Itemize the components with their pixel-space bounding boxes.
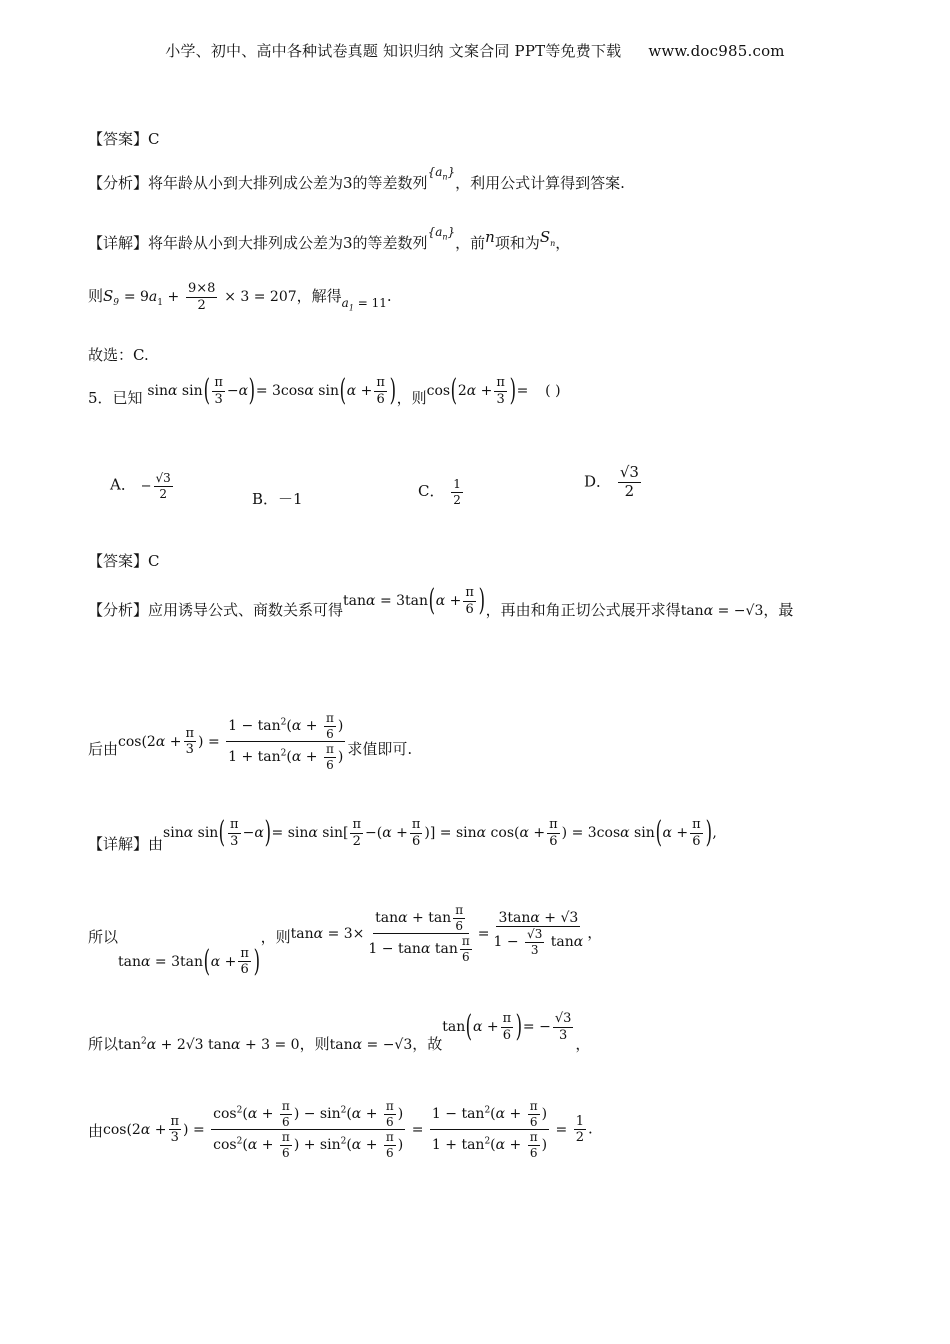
detail-label: 【详解】 [88,234,149,252]
suoyi1-calc: tanα = 3× tanα + tan $\frac{\pi}{6}$ 1 − tanα tan $\frac{\pi}{6}$ = 3tanα + √3 1 − $\frac{√3}{3}$ tanα [290,903,584,964]
detail-2-eq: sinα sin( $\frac{\pi}{3}$ −α)= sinα sin[ $\frac{\pi}{2}$ −(α + $\frac{\pi}{6}$ )] = sinα cos(α + $\frac{\pi}{6}$ ) = 3cosα sin(α + $\frac{\pi}{6}$ ), [163,815,717,851]
sum-eq-left: = $9a_1$ + [123,289,180,308]
var-n: n [485,228,495,246]
sequence-a-n-2: {an} [427,225,456,242]
choose-line-1: 故选：C. [88,346,149,364]
s9: $S_9$ [103,287,120,309]
analysis-text-2: 应用诱导公式、商数关系可得 [148,601,344,620]
detail-label-2: 【详解】 [88,835,149,854]
option-a-value: − $\frac{√3}{2}$ [140,471,171,501]
analysis-line2-prefix: 后由 [88,739,119,758]
detail-text: 将年龄从小到大排列成公差为3的等差数列 [148,234,428,252]
final-end: . [588,1119,593,1138]
option-a[interactable] [110,472,175,500]
analysis-line-2b [88,712,412,771]
option-b-label: B． [252,490,279,508]
cos-formula: cos(2α + $\frac{\pi}{3}$ ) = $1 - \tan^2(\alpha$ + $\frac{\pi}{6}$ ) $1 + \tan^2(\alpha$ + $\frac{\pi}{6}$ ) [118,711,344,772]
answer-value: C [148,130,160,148]
sum-eq-right: × 3 = 207 [224,289,297,306]
suoyi2-result: tan(α + $\frac{\pi}{6}$ )= − $\frac{√3}{3}$ [442,1009,572,1045]
answer-line-2 [88,550,160,571]
analysis-label-2: 【分析】 [88,601,149,620]
final-prefix: 由 [88,1121,104,1140]
suoyi1-end: ， [587,923,603,942]
option-c-label: C． [418,482,445,501]
suoyi-line-2 [88,1009,591,1054]
suoyi2-prefix: 所以 [88,1035,119,1054]
solve-text: ，解得 [296,287,342,306]
a1-eq-11: a1 = 11 [341,296,387,313]
tan-eq-1: tanα = 3tan(α + $\frac{\pi}{6}$ ) [343,583,486,619]
analysis-text: 将年龄从小到大排列成公差为3的等差数列 [148,174,428,192]
analysis-mid-2: ，再由和角正切公式展开求得 [485,601,681,620]
answer-line-1 [88,128,160,149]
answer-label: 【答案】 [88,130,149,148]
suoyi-line-1 [88,903,603,979]
option-c[interactable] [418,478,465,506]
analysis-line-1 [88,165,625,193]
option-b-value: －1 [278,490,303,508]
q5-number: 5．已知 [88,389,143,408]
option-d-value: $\frac{√3}{2}$ [619,463,639,500]
header-text: 小学、初中、高中各种试卷真题 知识归纳 文案合同 PPT等免费下载 [165,42,622,60]
suoyi2-then: ，则 [299,1035,330,1054]
detail-line-2 [88,815,717,854]
var-s-n: $S_n$ [539,228,556,248]
detail-text-end: ， [555,234,571,252]
answer-label-2: 【答案】 [88,552,149,570]
option-d[interactable] [584,465,643,500]
suoyi2-eq: $\tan^2\alpha + 2√3$ tanα + 3 = 0 [118,1036,300,1054]
suoyi2-gu: ，故 [412,1035,443,1054]
q5-target: cos(2α + $\frac{\pi}{3}$ )= [426,373,529,409]
detail-prefix-2: 由 [148,835,164,854]
then-prefix: 则 [88,287,104,306]
suoyi2-end: ， [575,1035,591,1054]
option-b[interactable] [252,488,303,509]
q5-eq: sinα sin( $\frac{\pi}{3}$ −α)= 3cosα sin(α + $\frac{\pi}{6}$ ) [147,373,396,409]
page-header [0,40,950,61]
q5-bracket: ( ) [545,383,561,400]
dot: . [386,287,392,306]
answer-value-2: C [148,552,160,570]
frac-9x8-2: $\frac{9\times 8}{2}$ [187,281,216,313]
q5-then: ，则 [396,389,427,408]
sequence-a-n: {an} [427,165,456,182]
detail-text-mid: ，前 [455,234,486,252]
option-c-value: $\frac{1}{2}$ [453,477,461,507]
analysis-text-end: ，利用公式计算得到答案. [455,174,625,192]
header-site: www.doc985.com [648,42,785,60]
suoyi1-eq: tanα = 3tan(α + $\frac{\pi}{6}$ ) [118,943,261,979]
suoyi1-prefix: 所以 [88,927,119,946]
analysis-line2-suffix: 求值即可. [347,739,413,758]
question-5 [88,373,561,409]
option-d-label: D． [584,472,612,491]
final-line [88,1100,593,1159]
suoyi1-then: ，则 [260,927,291,946]
analysis-label: 【分析】 [88,174,149,192]
detail-text-mid2: 项和为 [494,234,540,252]
final-eq: cos(2α + $\frac{\pi}{3}$ ) = $\cos^2(\alpha$ + $\frac{\pi}{6}$ ) − $\sin^2(\alpha$ + $\frac{\pi}{6}$ ) $\cos^2(\alpha$ + $\frac{\pi}{6}$ ) + $\sin^2(\alpha$ + $\frac{\pi}{6}$ ) = $1 - \tan^2(\alpha$ + $\frac{\pi}{6}$ ) $1 + \tan^2(\alpha$ + $\frac{\pi}{6}$ ) = $\frac{1}{2}$ [103,1099,585,1160]
suoyi2-root: tanα = −√3 [329,1037,413,1054]
analysis-end-2: ，最 [763,601,794,620]
option-a-label: A． [110,475,136,494]
tan-neg-sqrt3: tanα = −√3 [680,603,764,620]
sum-line [88,282,392,312]
detail-line-1 [88,225,571,254]
analysis-line-2 [88,583,794,620]
